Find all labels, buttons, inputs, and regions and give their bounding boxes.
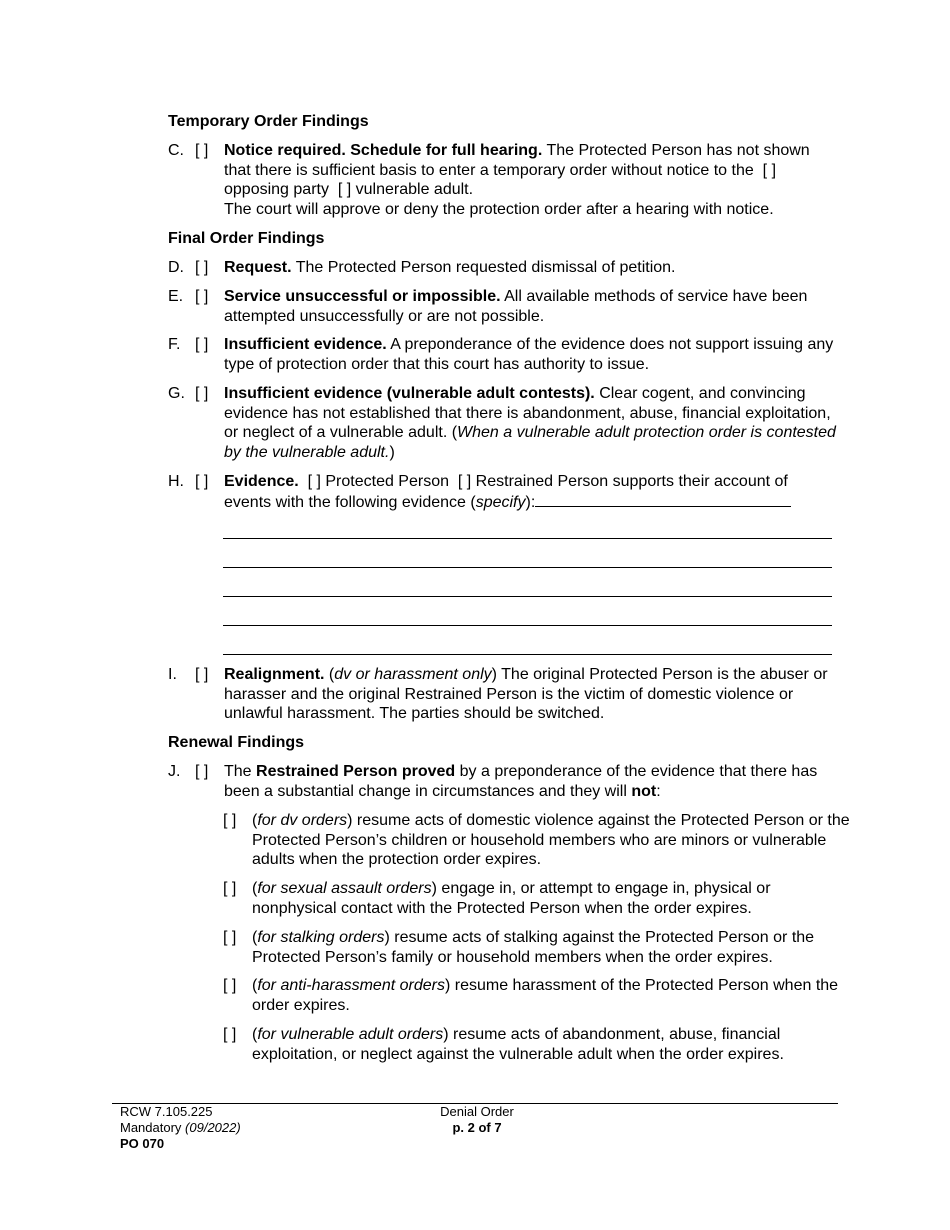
evidence-line-inline[interactable] (535, 492, 791, 507)
footer-rcw: RCW 7.105.225 (120, 1104, 213, 1119)
item-letter: F. (168, 336, 181, 353)
heading-renewal-findings: Renewal Findings (168, 734, 305, 751)
footer-form-number: PO 070 (120, 1136, 165, 1151)
checkbox-e[interactable]: [ ] (195, 288, 209, 305)
item-letter: G. (168, 385, 185, 402)
item-letter: E. (168, 288, 184, 305)
checkbox-dv-orders[interactable]: [ ] (223, 812, 237, 829)
finding-h-text: Evidence. [ ] Protected Person [ ] Restrained Person supports their account of events with the following evidence (specify): (224, 472, 836, 512)
checkbox-sexual-assault-orders[interactable]: [ ] (223, 880, 237, 897)
document-page: Temporary Order Findings C. [ ] Notice required. Schedule for full hearing. The Protected Person has not shown that there is sufficient basis to enter a temporary order without notice to the [ ] opposing party [ ] vulnerable adult. The court will approve or deny the protection order after a hearing with notice. Final Order Findings D. [ ] Request. The Protected Person requested dismissal of petition. E. [ ] Service unsuccessful or impossible. All available methods of service have been attempted unsuccessfully or are not possible. F. [ ] Insufficient evidence. A preponderance of the evidence does not support issuing any type of protection order that this court has authority to issue. G. [ ] Insufficient evidence (vulnerable adult contests). Clear cogent, and convincing evidence has not established that there is abandonment, abuse, financial exploitation, or neglect of a vulnerable adult. (When a vulnerable adult protection order is contested by the vulnerable adult.) H. [ ] Evidence. [ ] Protected Person [ ] Restrained Person supports their account of events with the following evidence (specify): I. [ ] Realignment. (dv or harassment only) The original Protected Person is the abuser or harasser and the original Restrained Person is the victim of domestic violence or unlawful harassment. The parties should be switched. Renewal Findings J. [ ] The Restrained Person proved by a preponderance of the evidence that there has been a substantial change in circumstances and they will not: [ ] (for dv orders) resume acts of domestic violence against the Protected Person or the Protected Person’s children or household members who are minors or vulnerable adults when the protection order expires. [ ] (for sexual assault orders) engage in, or attempt to engage in, physical or nonphysical contact with the Protected Person when the order expires. [ ] (for stalking orders) resume acts of stalking against the Protected Person or the Protected Person’s family or household members when the order expires. [ ] (for anti-harassment orders) resume harassment of the Protected Person when the order expires. [ ] (for vulnerable adult orders) resume acts of abandonment, abuse, financial exploitation, or neglect against the vulnerable adult when the order expires. RCW 7.105.225 Mandatory (09/2022) PO 070 Denial Order p. 2 of 7 (0, 0, 950, 1230)
checkbox-c[interactable]: [ ] (195, 142, 209, 159)
item-letter: C. (168, 142, 184, 159)
checkbox-d[interactable]: [ ] (195, 259, 209, 276)
checkbox-h[interactable]: [ ] (195, 473, 209, 490)
checkbox-stalking-orders[interactable]: [ ] (223, 929, 237, 946)
footer-left (120, 1104, 241, 1152)
item-letter: D. (168, 259, 184, 276)
checkbox-anti-harassment-orders[interactable]: [ ] (223, 977, 237, 994)
checkbox-j[interactable]: [ ] (195, 763, 209, 780)
footer-center (436, 1104, 518, 1136)
finding-c-text: Notice required. Schedule for full hearing. The Protected Person has not shown that there is sufficient basis to enter a temporary order without notice to the [ ] opposing party [ ] vulnerable adult. The court will approve or deny the protection order after a hearing with notice. (224, 142, 810, 218)
finding-f-text: Insufficient evidence. A preponderance of the evidence does not support issuing any type of protection order that this court has authority to issue. (224, 336, 834, 373)
checkbox-restrained-person[interactable]: [ ] Restrained Person (457, 473, 609, 490)
checkbox-f[interactable]: [ ] (195, 336, 209, 353)
finding-g-text: Insufficient evidence (vulnerable adult contests). Clear cogent, and convincing evidence has not established that there is abandonment, abuse, financial exploitation, or neglect of a vulnerable adult. (When a vulnerable adult protection order is contested by the vulnerable adult.) (224, 385, 836, 461)
checkbox-opposing-party[interactable]: [ ] opposing party (224, 161, 777, 199)
footer-mandatory: Mandatory (09/2022) (120, 1120, 241, 1135)
finding-d-text: Request. The Protected Person requested dismissal of petition. (224, 259, 676, 276)
footer-title: Denial Order (440, 1104, 514, 1119)
checkbox-protected-person[interactable]: [ ] Protected Person (307, 473, 449, 490)
checkbox-g[interactable]: [ ] (195, 385, 209, 402)
evidence-line[interactable] (223, 567, 832, 568)
footer-page-number: p. 2 of 7 (452, 1120, 502, 1135)
evidence-line[interactable] (223, 625, 832, 626)
evidence-line[interactable] (223, 596, 832, 597)
item-letter: J. (168, 763, 181, 780)
heading-final-order-findings: Final Order Findings (168, 230, 325, 247)
evidence-line[interactable] (223, 654, 832, 655)
finding-j-text: The Restrained Person proved by a preponderance of the evidence that there has been a substantial change in circumstances and they will not: (224, 763, 818, 800)
checkbox-i[interactable]: [ ] (195, 666, 209, 683)
item-letter: I. (168, 666, 177, 683)
finding-i-text: Realignment. (dv or harassment only) The original Protected Person is the abuser or harasser and the original Restrained Person is the victim of domestic violence or unlawful harassment. The parties should be switched. (224, 666, 828, 723)
finding-e-text: Service unsuccessful or impossible. All available methods of service have been attempted unsuccessfully or are not possible. (224, 288, 808, 325)
heading-temporary-order-findings: Temporary Order Findings (168, 113, 369, 130)
item-letter: H. (168, 473, 184, 490)
evidence-line[interactable] (223, 538, 832, 539)
finding-c-title: Notice required. Schedule for full hearing. (224, 142, 543, 159)
checkbox-vulnerable-adult-orders[interactable]: [ ] (223, 1026, 237, 1043)
checkbox-vulnerable-adult[interactable]: [ ] vulnerable adult. (337, 181, 474, 199)
